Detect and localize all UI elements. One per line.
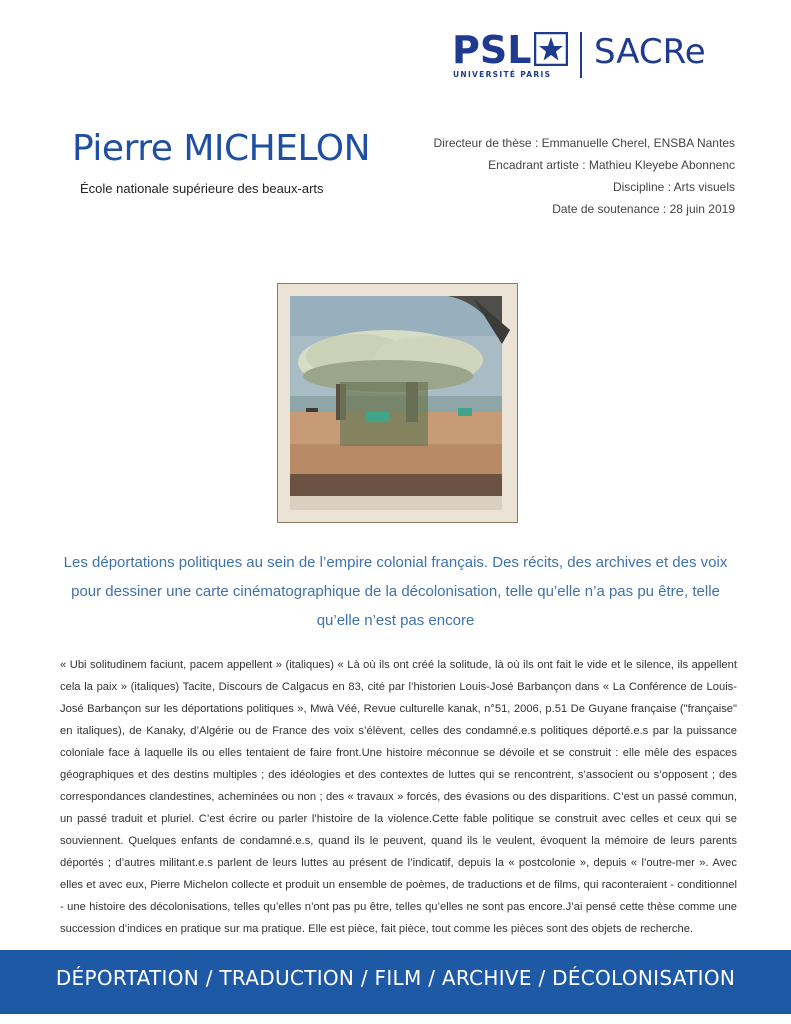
defense-date: Date de soutenance : 28 juin 2019 — [552, 202, 735, 216]
psl-logo-subtitle: UNIVERSITÉ PARIS — [453, 70, 552, 79]
author-school: École nationale supérieure des beaux-arts — [80, 181, 324, 196]
thesis-title: Les déportations politiques au sein de l’empire colonial français. Des récits, des archives et des voix pour dessiner une carte cinématographique de la décolonisation, telle qu’elle n’a pas pu être, telle qu’elle n’est pas encore — [63, 554, 728, 629]
keywords-text: DÉPORTATION / TRADUCTION / FILM / ARCHIVE / DÉCOLONISATION — [55, 966, 736, 990]
psl-sacre-logo — [452, 30, 752, 82]
artist-supervisor: Encadrant artiste : Mathieu Kleyebe Abonnenc — [488, 158, 735, 172]
abstract-text: « Ubi solitudinem faciunt, pacem appellent » (italiques) « Là où ils ont créé la solitude, là où ils ont fait le vide et le silence, ils appellent cela la paix » (italiques) Tacite, Discours de Calgacus en 83, cité par l’historien Louis-José Barbançon dans « La Conférence de Louis-José Barbançon sur les déportations politiques », Mwà Véé, Revue culturelle kanak, n°51, 2006, p.51 De Guyane française ("française" en italiques), de Kanaky, d’Algérie ou de France des voix s’élèvent, celles des condamné.e.s politiques déporté.e.s par la puissance coloniale face à laquelle ils ou elles tentaient de faire front.Une histoire méconnue se dévoile et se construit : elle mêle des espaces géographiques et des destins multiples ; des idéologies et des contextes de luttes qui se rencontrent, s’associent ou s’opposent ; des correspondances clandestines, acheminées ou non ; des « travaux » forcés, des évasions ou des disparitions. C’est un passé commun, un passé traduit et pluriel. C’est écrire ou parler l’histoire de la violence.Cette fable politique se construit avec celles et ceux qui se souviennent. Quelques enfants de condamné.e.s, quand ils le peuvent, quand ils le veulent, évoquent la mémoire de leurs parents déportés ; d’autres militant.e.s parlent de leurs luttes au présent de l’indicatif, depuis la « postcolonie », depuis « l’outre-mer ». Avec elles et avec eux, Pierre Michelon collecte et produit un ensemble de poèmes, de traductions et de films, qui raconteraient - conditionnel - une histoire des décolonisations, telles qu’elles n’ont pas pu être, telles qu’elles ne sont pas encore.J’ai pensé cette thèse comme une succession d’indices en pratique sur ma pratique. Elle est pièce, fait pièce, tout comme les pièces sont des objets de recherche. — [60, 659, 737, 935]
collage-image — [278, 284, 517, 522]
author-name: Pierre MICHELON — [72, 128, 371, 169]
sacre-logo-text: SACRe — [594, 32, 706, 72]
thesis-meta — [434, 132, 735, 220]
logo-divider — [580, 32, 582, 78]
thesis-illustration — [277, 283, 518, 523]
discipline: Discipline : Arts visuels — [612, 180, 735, 194]
star-icon — [534, 32, 568, 66]
keywords-banner — [0, 950, 791, 1014]
psl-logo-text: PSL — [452, 28, 532, 72]
thesis-director: Directeur de thèse : Emmanuelle Cherel, ENSBA Nantes — [433, 136, 735, 150]
